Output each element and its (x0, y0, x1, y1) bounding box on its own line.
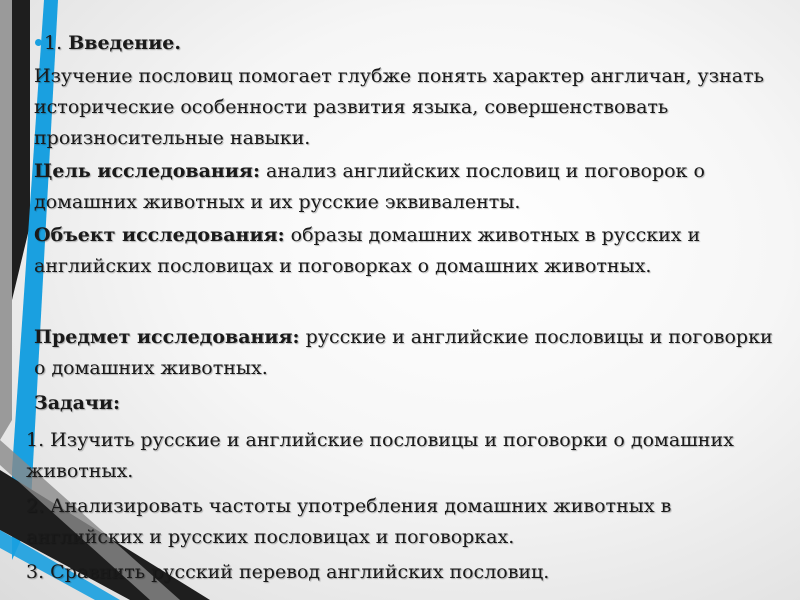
subject-paragraph (26, 322, 786, 384)
slide-heading (26, 28, 786, 59)
goal-paragraph (26, 156, 786, 218)
task-item: 1. Изучить русские и английские пословицы и поговорки о домашних животных. (26, 429, 734, 482)
object-text: образы домашних животных в русских и английских пословицах и поговорках о домашних животных. (34, 224, 701, 277)
task-item: 3. Сравнить русский перевод английских пословиц. (26, 561, 550, 583)
intro-paragraph: Изучение пословиц помогает глубже понять характер англичан, узнать исторические особенности развития языка, совершенствовать произносительные навыки. (34, 65, 764, 149)
subject-text: русские и английские пословицы и поговорки о домашних животных. (34, 326, 773, 379)
goal-label: Цель исследования: (34, 160, 260, 182)
heading-title: Введение. (68, 32, 181, 54)
bullet-icon (35, 39, 42, 46)
task-item: 2. Анализировать частоты употребления домашних животных в английских и русских пословицах и поговорках. (26, 495, 672, 548)
object-paragraph (26, 220, 786, 282)
tasks-label: Задачи: (34, 392, 121, 414)
object-label: Объект исследования: (34, 224, 285, 246)
slide-content (26, 28, 786, 588)
gray-stripe-left (0, 0, 12, 440)
heading-number: 1. (44, 32, 63, 54)
goal-text: анализ английских пословиц и поговорок о домашних животных и их русские эквиваленты. (34, 160, 705, 213)
subject-label: Предмет исследования: (34, 326, 300, 348)
